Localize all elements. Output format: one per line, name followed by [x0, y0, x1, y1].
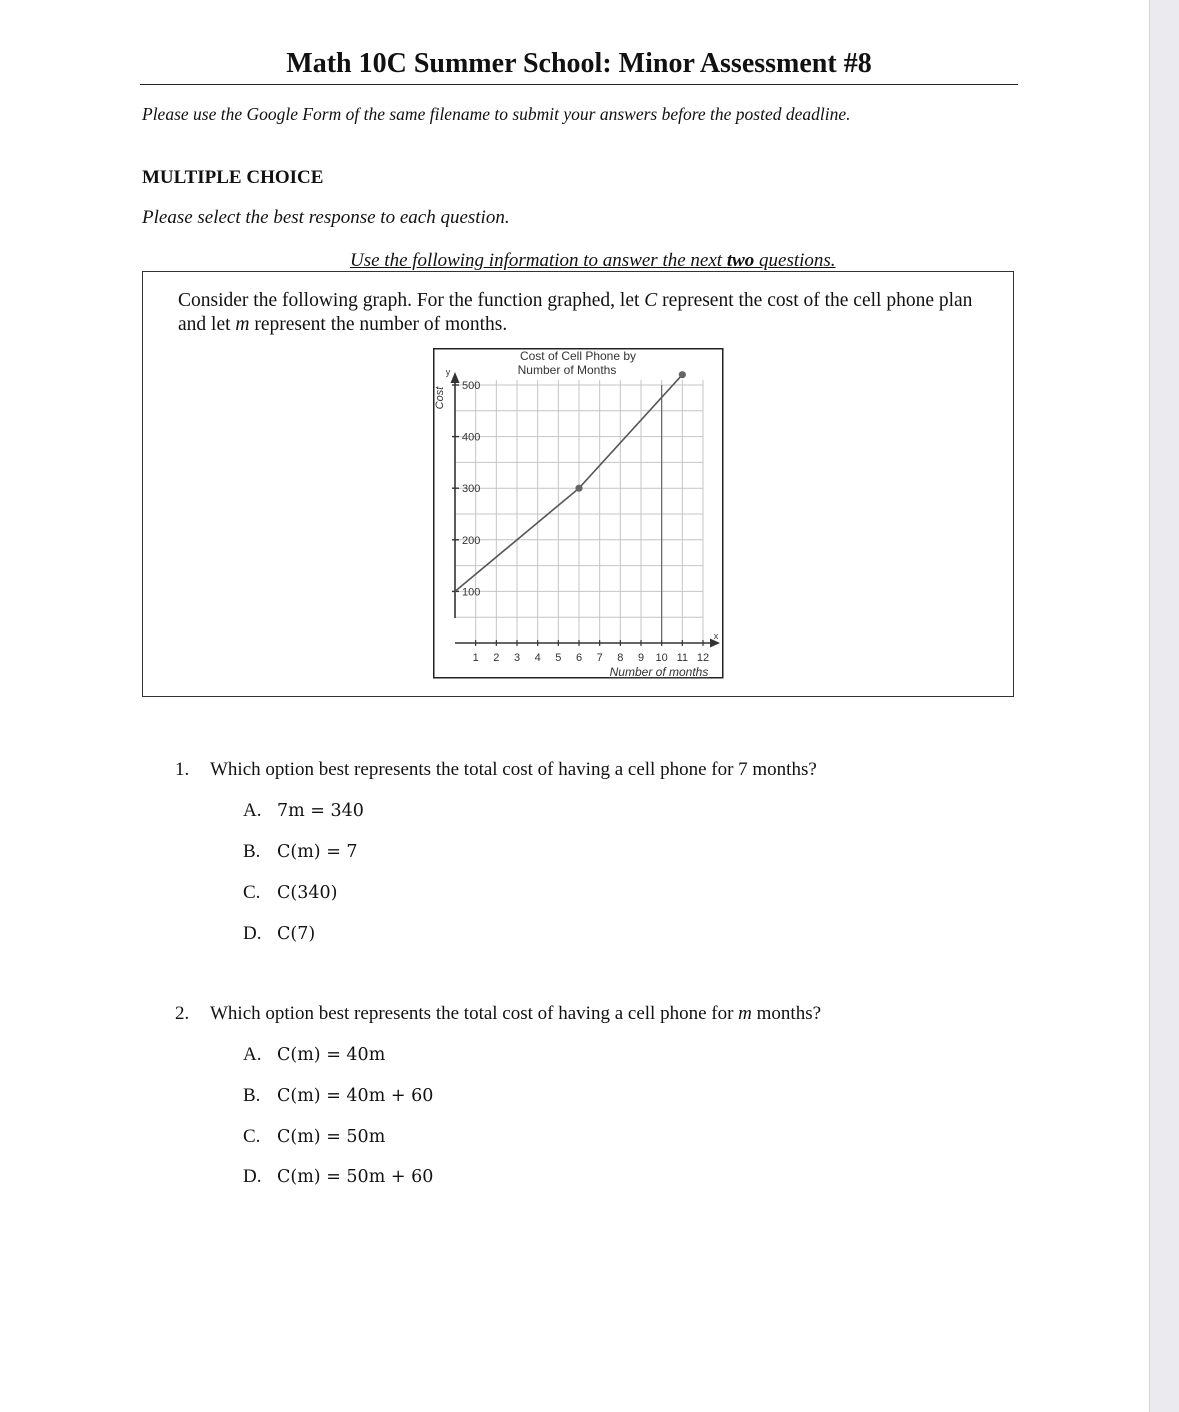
- question-1-option-a[interactable]: [243, 798, 364, 824]
- option-letter: C.: [243, 1126, 261, 1147]
- x-tick-label: 10: [655, 652, 668, 664]
- question-text-before: Which option best represents the total cost of having a cell phone for: [210, 1003, 739, 1024]
- question-2-option-a[interactable]: [243, 1042, 385, 1068]
- info-text-part3: represent the number of months.: [249, 314, 508, 335]
- y-tick-label: 100: [462, 586, 481, 599]
- info-text-part2: represent the cost of the cell phone plan and let: [178, 290, 973, 335]
- y-tick-label: 300: [462, 483, 481, 496]
- option-letter: C.: [243, 882, 261, 903]
- page-title: Math 10C Summer School: Minor Assessment #8: [286, 48, 872, 79]
- question-text-after: months?: [751, 1003, 822, 1024]
- question-2-option-c[interactable]: [243, 1124, 385, 1150]
- submission-instructions: Please use the Google Form of the same filename to submit your answers before the posted deadline.: [142, 104, 851, 124]
- chart-title-line2: Number of Months: [517, 363, 617, 377]
- option-letter: A.: [243, 1044, 262, 1065]
- x-tick-label: 1: [472, 652, 479, 664]
- info-lead-before: Use the following information to answer the next: [350, 250, 727, 271]
- info-lead-bold: two: [726, 250, 755, 271]
- x-tick-label: 9: [637, 652, 645, 664]
- option-text: C(m) = 50m + 60: [277, 1167, 434, 1187]
- x-tick-label: 3: [513, 652, 521, 664]
- title-divider: [140, 84, 1018, 85]
- cost-chart: [433, 348, 725, 680]
- x-tick-label: 5: [555, 652, 562, 664]
- x-tick-label: 12: [696, 652, 710, 664]
- info-var-c: C: [644, 290, 658, 311]
- option-letter: B.: [243, 1085, 261, 1106]
- y-tick-label: 400: [462, 431, 481, 444]
- y-tick-label: 500: [462, 380, 481, 392]
- question-2: [175, 1001, 821, 1027]
- option-text: C(7): [277, 924, 316, 944]
- question-1-option-d[interactable]: [243, 921, 315, 947]
- question-1-option-b[interactable]: [243, 839, 358, 865]
- x-axis-title: Number of months: [609, 665, 709, 679]
- question-2-option-b[interactable]: [243, 1083, 433, 1109]
- y-tick-label: 200: [462, 534, 481, 547]
- question-text: Which option best represents the total cost of having a cell phone for 7 months?: [210, 759, 817, 780]
- question-1-option-c[interactable]: [243, 880, 337, 906]
- info-var-m: m: [235, 314, 250, 335]
- option-text: C(m) = 50m: [277, 1127, 386, 1147]
- option-text: 7m = 340: [277, 801, 364, 821]
- option-text: C(m) = 40m + 60: [277, 1086, 434, 1106]
- data-point: [679, 371, 686, 378]
- question-1: [175, 757, 817, 783]
- option-letter: A.: [243, 800, 262, 821]
- chart-title-line1: Cost of Cell Phone by: [519, 349, 637, 363]
- info-text: [178, 289, 998, 337]
- x-tick-label: 11: [676, 652, 689, 664]
- x-tick-label: 2: [493, 652, 500, 664]
- option-text: C(340): [277, 883, 338, 903]
- viewer-scroll-gutter: [1149, 0, 1179, 1412]
- option-letter: B.: [243, 841, 261, 862]
- section-instruction: Please select the best response to each question.: [142, 207, 510, 228]
- data-point: [575, 485, 582, 492]
- y-axis-letter: y: [445, 367, 451, 377]
- info-lead-after: questions.: [754, 250, 836, 271]
- info-text-part1: Consider the following graph. For the function graphed, let: [178, 290, 645, 311]
- y-axis-title: Cost: [434, 386, 446, 410]
- question-text-var: m: [738, 1003, 752, 1024]
- option-letter: D.: [243, 1166, 262, 1187]
- x-tick-label: 6: [575, 652, 583, 664]
- section-heading: MULTIPLE CHOICE: [142, 167, 324, 188]
- chart-frame: [434, 349, 723, 678]
- option-text: C(m) = 7: [277, 842, 358, 862]
- option-text: C(m) = 40m: [277, 1045, 386, 1065]
- question-number: 1.: [175, 759, 190, 780]
- x-axis-letter: x: [713, 631, 719, 641]
- x-tick-label: 4: [534, 652, 541, 664]
- question-number: 2.: [175, 1003, 190, 1024]
- x-tick-label: 8: [617, 652, 624, 664]
- option-letter: D.: [243, 923, 262, 944]
- question-2-option-d[interactable]: [243, 1164, 433, 1190]
- x-tick-label: 7: [596, 652, 603, 664]
